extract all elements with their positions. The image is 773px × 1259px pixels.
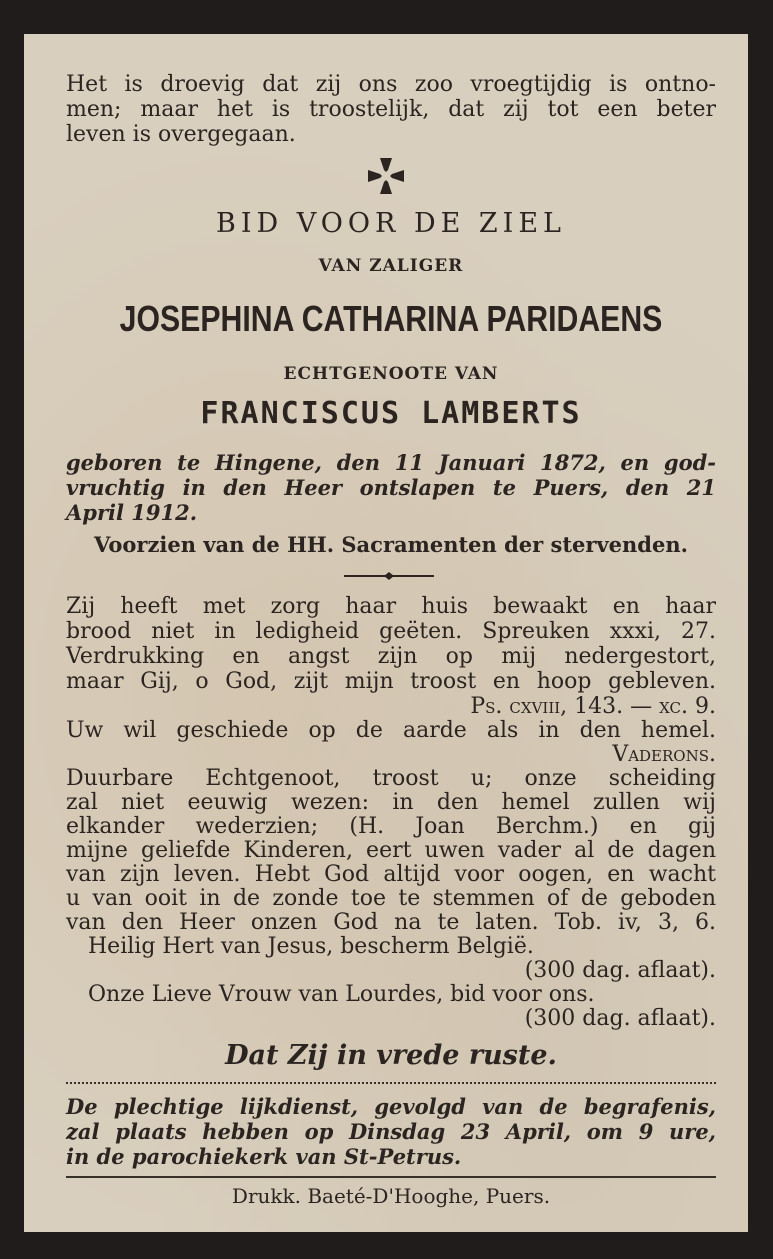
verse-reference: Ps. cxviii, 143. — xc. 9. <box>470 694 716 719</box>
indulgence-note: (300 dag. aflaat). <box>524 1006 716 1031</box>
birth-line-3: April 1912. <box>66 500 198 525</box>
solid-divider <box>66 1176 716 1178</box>
cross-icon <box>366 156 406 196</box>
intro-line-3: leven is overgegaan. <box>66 122 296 147</box>
deceased-name: JOSEPHINA CATHARINA PARIDAENS <box>119 298 663 339</box>
verse-line: brood niet in ledigheid geëten. Spreuken xxxi, 27. <box>66 619 716 644</box>
rest-in-peace: Dat Zij in vrede ruste. <box>225 1040 557 1071</box>
printer-line: Drukk. Baeté-D'Hooghe, Puers. <box>231 1184 551 1208</box>
heading-bid: BID VOOR DE ZIEL <box>216 208 566 239</box>
husband-name: FRANCISCUS LAMBERTS <box>200 396 582 431</box>
verse-line: Heilig Hert van Jesus, bescherm België. <box>88 934 534 959</box>
verse-line: Uw wil geschiede op de aarde als in den hemel. <box>66 718 716 743</box>
intro-line-1: Het is droevig dat zij ons zoo vroegtijdig is ontno- <box>66 72 716 97</box>
sacraments-line: Voorzien van de HH. Sacramenten der stervenden. <box>94 532 688 557</box>
verse-line: mijne geliefde Kinderen, eert uwen vader al de dagen <box>66 838 716 863</box>
dotted-divider <box>66 1082 716 1084</box>
funeral-line-2: zal plaats hebben op Dinsdag 23 April, om 9 ure, <box>66 1119 716 1144</box>
heading-echtgenoote: ECHTGENOOTE VAN <box>283 364 499 384</box>
verse-line: van den Heer onzen God na te laten. Tob. iv, 3, 6. <box>66 910 716 935</box>
intro-line-2: men; maar het is troostelijk, dat zij tot een beter <box>66 97 716 122</box>
funeral-line-1: De plechtige lijkdienst, gevolgd van de begrafenis, <box>66 1094 716 1119</box>
verse-line: Duurbare Echtgenoot, troost u; onze scheiding <box>66 766 716 791</box>
card-paper <box>24 34 748 1232</box>
indulgence-note: (300 dag. aflaat). <box>524 958 716 983</box>
verse-line: zal niet eeuwig wezen: in den hemel zullen wij <box>66 790 716 815</box>
verse-line: van zijn leven. Hebt God altijd voor oogen, en wacht <box>66 862 716 887</box>
funeral-line-3: in de parochiekerk van St-Petrus. <box>66 1144 462 1169</box>
birth-line-1: geboren te Hingene, den 11 Januari 1872, en god- <box>66 450 716 475</box>
verse-line: Verdrukking en angst zijn op mij nedergestort, <box>66 644 716 669</box>
verse-line: Zij heeft met zorg haar huis bewaakt en haar <box>66 594 716 619</box>
verse-line: maar Gij, o God, zijt mijn troost en hoop gebleven. <box>66 669 716 694</box>
heading-zaliger: VAN ZALIGER <box>318 256 464 276</box>
birth-line-2: vruchtig in den Heer ontslapen te Puers, den 21 <box>66 475 716 500</box>
ornament-divider <box>344 570 434 582</box>
verse-line: Onze Lieve Vrouw van Lourdes, bid voor ons. <box>88 982 595 1007</box>
verse-line: u van ooit in de zonde toe te stemmen of de geboden <box>66 886 716 911</box>
verse-reference: Vaderons. <box>612 742 716 767</box>
verse-line: elkander wederzien; (H. Joan Berchm.) en gij <box>66 814 716 839</box>
